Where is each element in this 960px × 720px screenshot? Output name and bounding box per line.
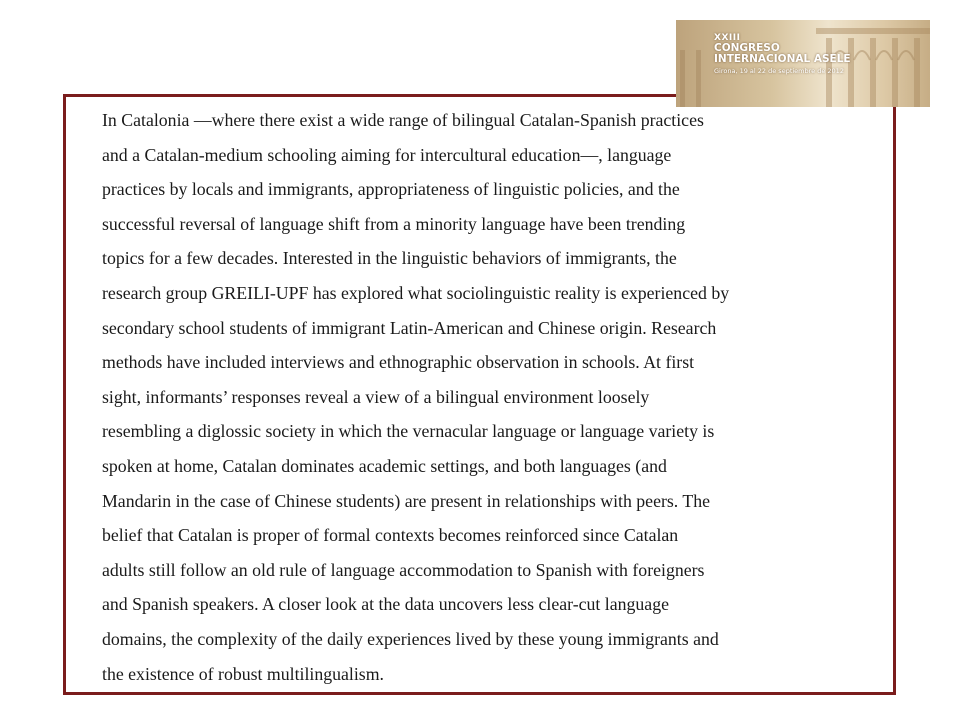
banner-line-1: CONGRESO [714, 42, 780, 55]
abstract-line: resembling a diglossic society in which the vernacular language or language variety is [102, 421, 715, 442]
abstract-line: and Spanish speakers. A closer look at the data uncovers less clear-cut language [102, 594, 669, 615]
abstract-line: methods have included interviews and ethnographic observation in schools. At first [102, 352, 695, 373]
abstract-line: topics for a few decades. Interested in the linguistic behaviors of immigrants, the [102, 248, 677, 269]
abstract-line: belief that Catalan is proper of formal contexts becomes reinforced since Catalan [102, 525, 679, 546]
abstract-line: spoken at home, Catalan dominates academic settings, and both languages (and [102, 455, 667, 476]
abstract-line: research group GREILI-UPF has explored what sociolinguistic reality is experienced by [102, 282, 730, 303]
abstract-text [102, 103, 892, 691]
abstract-line: adults still follow an old rule of language accommodation to Spanish with foreigners [102, 559, 705, 580]
abstract-line: In Catalonia —where there exist a wide range of bilingual Catalan-Spanish practices [102, 110, 704, 130]
abstract-line: secondary school students of immigrant Latin-American and Chinese origin. Research [102, 317, 717, 338]
abstract-line: domains, the complexity of the daily experiences lived by these young immigrants and [102, 628, 719, 649]
conference-banner [676, 20, 930, 107]
abstract-line: the existence of robust multilingualism. [102, 663, 384, 684]
banner-edition: XXIII [714, 33, 741, 43]
abstract-line: successful reversal of language shift from a minority language have been trending [102, 213, 686, 234]
abstract-line: and a Catalan-medium schooling aiming for intercultural education—, language [102, 144, 672, 165]
banner-text [714, 34, 851, 75]
banner-line-2: INTERNACIONAL ASELE [714, 53, 851, 66]
abstract-line: sight, informants’ responses reveal a view of a bilingual environment loosely [102, 386, 650, 407]
abstract-line: Mandarin in the case of Chinese students) are present in relationships with peers. The [102, 490, 711, 511]
banner-dates: Girona, 19 al 22 de septiembre de 2012 [714, 67, 844, 76]
abstract-line: practices by locals and immigrants, appropriateness of linguistic policies, and the [102, 179, 680, 200]
